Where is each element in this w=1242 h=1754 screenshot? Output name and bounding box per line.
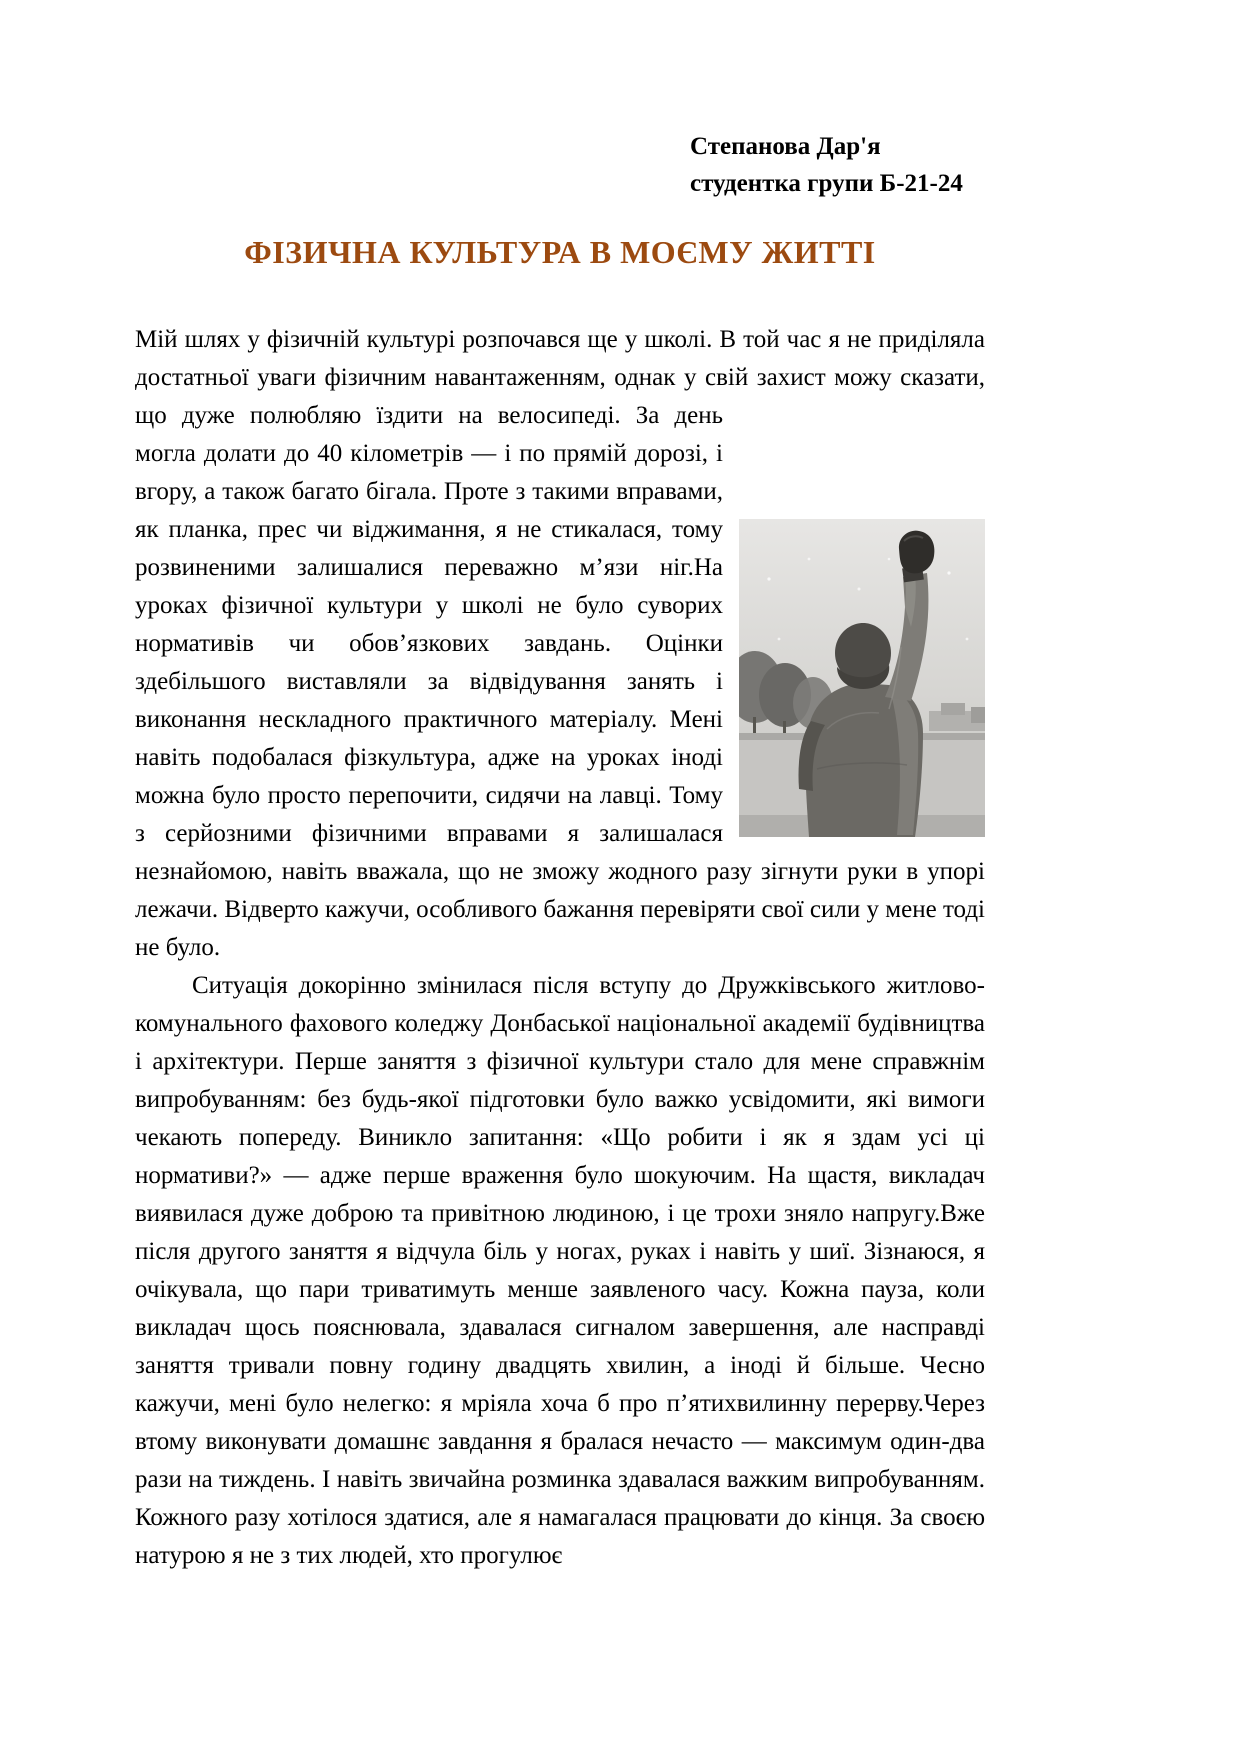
- paragraph-1-part-a: Мій шлях у фізичній культурі розпочався ще у школі. В той час я не приділяла достатньої уваги фізичним навантаженням, однак у свій захист: [135, 326, 985, 391]
- paragraph-2: Ситуація докорінно змінилася після вступу до Дружківського житлово-комунального фахового коледжу Донбаської національної академії будівництва і архітектури. Перше заняття з фізичної культури стало для мене справжнім випробуванням: без будь-якої підготовки було важко усвідомити, які вимоги чекають попереду. Виникло запитання: «Що робити і як я здам усі ці нормативи?» — адже перше враження було шокуючим. На щастя, викладач виявилася дуже доброю та привітною людиною, і це трохи зняло напругу.Вже після другого заняття я відчула біль у ногах, руках і навіть у шиї. Зізнаюся, я очікувала, що пари триватимуть менше заявленого часу. Кожна пауза, коли викладач щось пояснювала, здавалася сигналом завершення, але насправді заняття тривали повну годину двадцять хвилин, а іноді й більше. Чесно кажучи, мені було нелегко: я мріяла хоча б про п’ятихвилинну перерву.Через втому виконувати домашнє завдання я бралася нечасто — максимум один-два рази на тиждень. І навіть звичайна розминка здавалася важким випробуванням. Кожного разу хотілося здатися, але я намагалася працювати до кінця. За своєю натурою я не з тих людей, хто прогулює: [135, 972, 985, 1569]
- paragraph-1-part-b: можу сказати, що дуже полюбляю їздити на велосипеді. За день могла долати до 40 кілометрів — і по прямій дорозі, і вгору, а також багато бігала. Проте з такими вправами, як планка, прес чи віджимання, я не стикалася, тому розвиненими залишалися переважно м’язи ніг.На уроках фізичної культури у школі не було суворих нормативів чи обов’язкових завдань. Оцінки здебільшого виставляли за відвідування занять і виконання нескладного практичного матеріалу. Мені навіть подобалася фізкультура, адже на уроках іноді можна було просто перепочити, сидячи на лавці. Тому з серйозними фізичними вправами я залишалася незнайомою, навіть вважала, що не зможу жодного разу зігнути руки в упорі лежачи. Відверто кажучи, особливого бажання перевіряти свої сили у мене тоді не було.: [135, 364, 986, 961]
- photo-figure: [739, 519, 985, 837]
- paragraph-1: [135, 321, 985, 967]
- author-block: [690, 128, 985, 202]
- raised-fist-photo-image: [739, 519, 985, 837]
- author-group: студентка групи Б-21-24: [690, 170, 963, 197]
- document-title: ФІЗИЧНА КУЛЬТУРА В МОЄМУ ЖИТТІ: [244, 234, 876, 270]
- author-name: Степанова Дар'я: [690, 133, 881, 160]
